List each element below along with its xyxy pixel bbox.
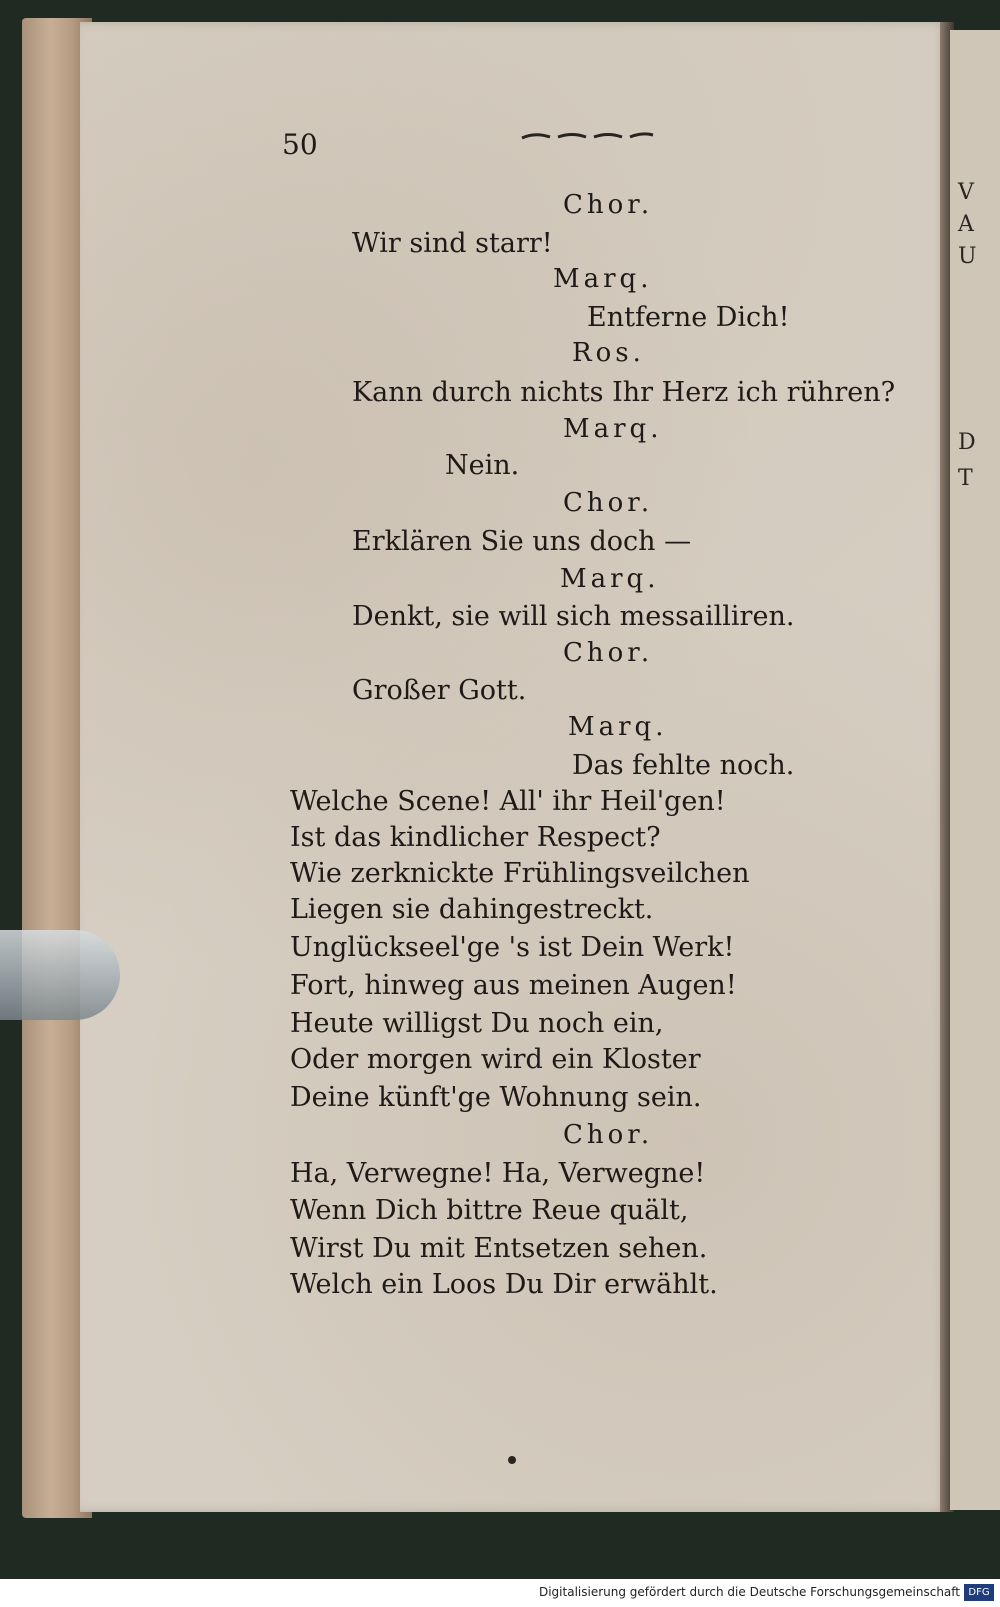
verse-line: Nein. — [445, 450, 520, 481]
speaker-label: Chor. — [563, 1120, 654, 1150]
next-page-letter: T — [958, 466, 973, 491]
verse-line: Großer Gott. — [352, 675, 527, 706]
verse-line: Heute willigst Du noch ein, — [290, 1008, 664, 1039]
verse-line: Wirst Du mit Entsetzen sehen. — [290, 1233, 708, 1264]
verse-line: Ist das kindlicher Respect? — [290, 822, 661, 853]
next-page-letter: A — [958, 212, 974, 237]
speaker-label: Marq. — [563, 414, 663, 444]
verse-line: Unglückseel'ge 's ist Dein Werk! — [290, 932, 735, 963]
next-page-letter: U — [958, 244, 977, 269]
verse-line: Welche Scene! All' ihr Heil'gen! — [290, 786, 726, 817]
next-page-letter: V — [958, 180, 974, 205]
speaker-label: Ros. — [572, 338, 645, 368]
verse-line: Entferne Dich! — [587, 302, 790, 333]
verse-line: Wenn Dich bittre Reue quält, — [290, 1195, 689, 1226]
page-clip — [0, 930, 120, 1020]
speaker-label: Marq. — [553, 264, 653, 294]
verse-line: Welch ein Loos Du Dir erwählt. — [290, 1269, 718, 1300]
speaker-label: Marq. — [560, 564, 660, 594]
speaker-label: Chor. — [563, 190, 654, 220]
verse-line: Kann durch nichts Ihr Herz ich rühren? — [352, 377, 896, 408]
page-number: 50 — [282, 128, 318, 161]
signature-mark — [508, 1456, 516, 1464]
digitization-footer — [0, 1579, 1000, 1607]
verse-line: Fort, hinweg aus meinen Augen! — [290, 970, 737, 1001]
verse-line: Wir sind starr! — [352, 228, 553, 259]
speaker-label: Chor. — [563, 638, 654, 668]
verse-line: Liegen sie dahingestreckt. — [290, 894, 654, 925]
next-page-letter: D — [958, 430, 976, 455]
dfg-logo-icon: DFG — [964, 1584, 994, 1601]
speaker-label: Marq. — [568, 712, 668, 742]
verse-line: Deine künft'ge Wohnung sein. — [290, 1082, 702, 1113]
funding-credit: Digitalisierung gefördert durch die Deutsche Forschungsgemeinschaft — [538, 1585, 960, 1599]
verse-line: Ha, Verwegne! Ha, Verwegne! — [290, 1158, 706, 1189]
header-rule-ornament — [520, 130, 655, 142]
verse-line: Denkt, sie will sich messailliren. — [352, 601, 795, 632]
speaker-label: Chor. — [563, 488, 654, 518]
verse-line: Oder morgen wird ein Kloster — [290, 1044, 701, 1075]
verse-line: Erklären Sie uns doch — — [352, 526, 692, 557]
verse-line: Das fehlte noch. — [572, 750, 795, 781]
adjacent-page-fragment — [950, 30, 1000, 1510]
verse-line: Wie zerknickte Frühlingsveilchen — [290, 858, 750, 889]
